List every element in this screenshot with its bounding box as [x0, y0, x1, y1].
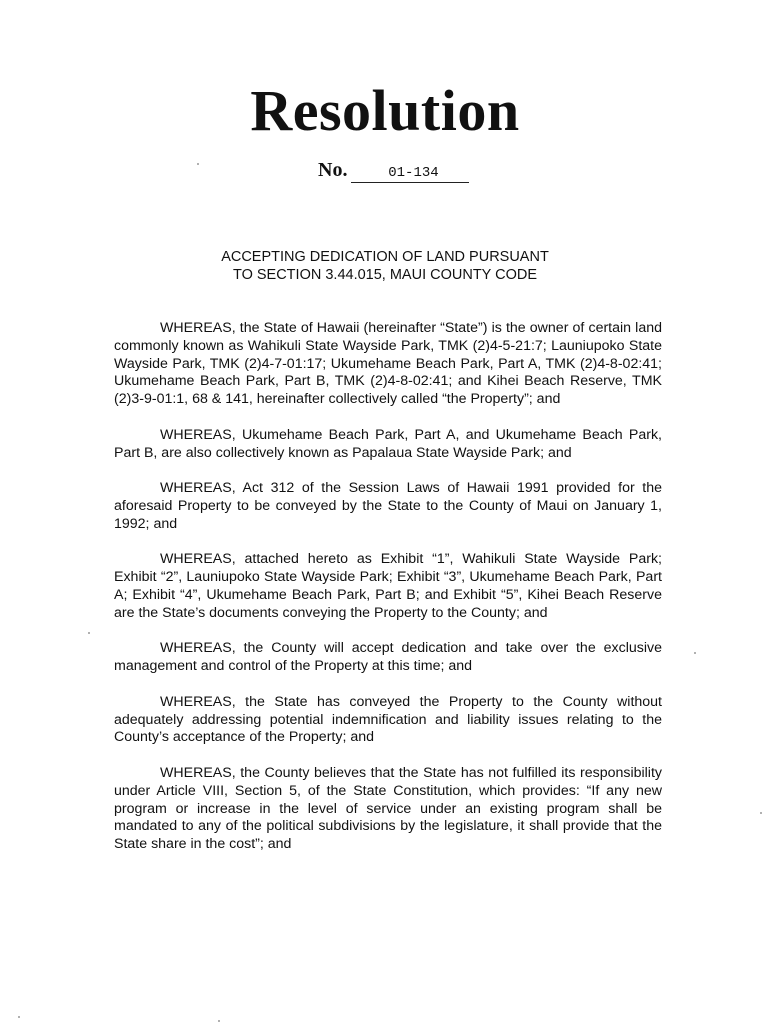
- whereas-paragraph-1: WHEREAS, the State of Hawaii (hereinafter “State”) is the owner of certain land commonly known as Wahikuli State Wayside Park, TMK (2)4-5-21:7; Launiupoko State Wayside Park, TMK (2)4-7-01:17; Ukumehame Beach Park, Part A, TMK (2)4-8-02:41; Ukumehame Beach Park, Part B, TMK (2)4-8-02:41; and Kihei Beach Reserve, TMK (2)3-9-01:1, 68 & 141, hereinafter collectively called “the Property”; and: [114, 320, 662, 408]
- number-label: No.: [318, 159, 348, 181]
- resolution-number: 01-134: [351, 164, 469, 183]
- subject-line-1: ACCEPTING DEDICATION OF LAND PURSUANT: [221, 249, 549, 265]
- scan-speck: [694, 652, 696, 654]
- whereas-paragraph-2: WHEREAS, Ukumehame Beach Park, Part A, and Ukumehame Beach Park, Part B, are also collectively known as Papalaua State Wayside Park; and: [114, 426, 662, 461]
- whereas-paragraph-4: WHEREAS, attached hereto as Exhibit “1”, Wahikuli State Wayside Park; Exhibit “2”, Launiupoko State Wayside Park; Exhibit “3”, Ukumehame Beach Park, Part A; Exhibit “4”, Ukumehame Beach Park, Part B; and Exhibit “5”, Kihei Beach Reserve are the State’s documents conveying the Property to the County; and: [114, 551, 662, 621]
- resolution-subject: [0, 248, 770, 284]
- scan-speck: [18, 1016, 20, 1018]
- whereas-paragraph-7: WHEREAS, the County believes that the State has not fulfilled its responsibility under Article VIII, Section 5, of the State Constitution, which provides: “If any new program or increase in the level of service under an existing program shall be mandated to any of the political subdivisions by the legislature, it shall provide that the State share in the cost”; and: [114, 764, 662, 853]
- subject-line-2: TO SECTION 3.44.015, MAUI COUNTY CODE: [232, 267, 538, 283]
- resolution-number-line: [318, 158, 469, 183]
- whereas-paragraph-5: WHEREAS, the County will accept dedication and take over the exclusive management and control of the Property at this time; and: [114, 640, 662, 675]
- whereas-paragraph-6: WHEREAS, the State has conveyed the Property to the County without adequately addressing potential indemnification and liability issues relating to the County’s acceptance of the Property; and: [114, 693, 662, 746]
- scan-speck: [218, 1020, 220, 1022]
- document-title: Resolution: [250, 78, 520, 143]
- scan-speck: [197, 163, 199, 165]
- scan-speck: [88, 632, 90, 634]
- scan-speck: [760, 812, 762, 814]
- resolution-body: [114, 320, 662, 872]
- whereas-paragraph-3: WHEREAS, Act 312 of the Session Laws of Hawaii 1991 provided for the aforesaid Property to be conveyed by the State to the County of Maui on January 1, 1992; and: [114, 480, 662, 532]
